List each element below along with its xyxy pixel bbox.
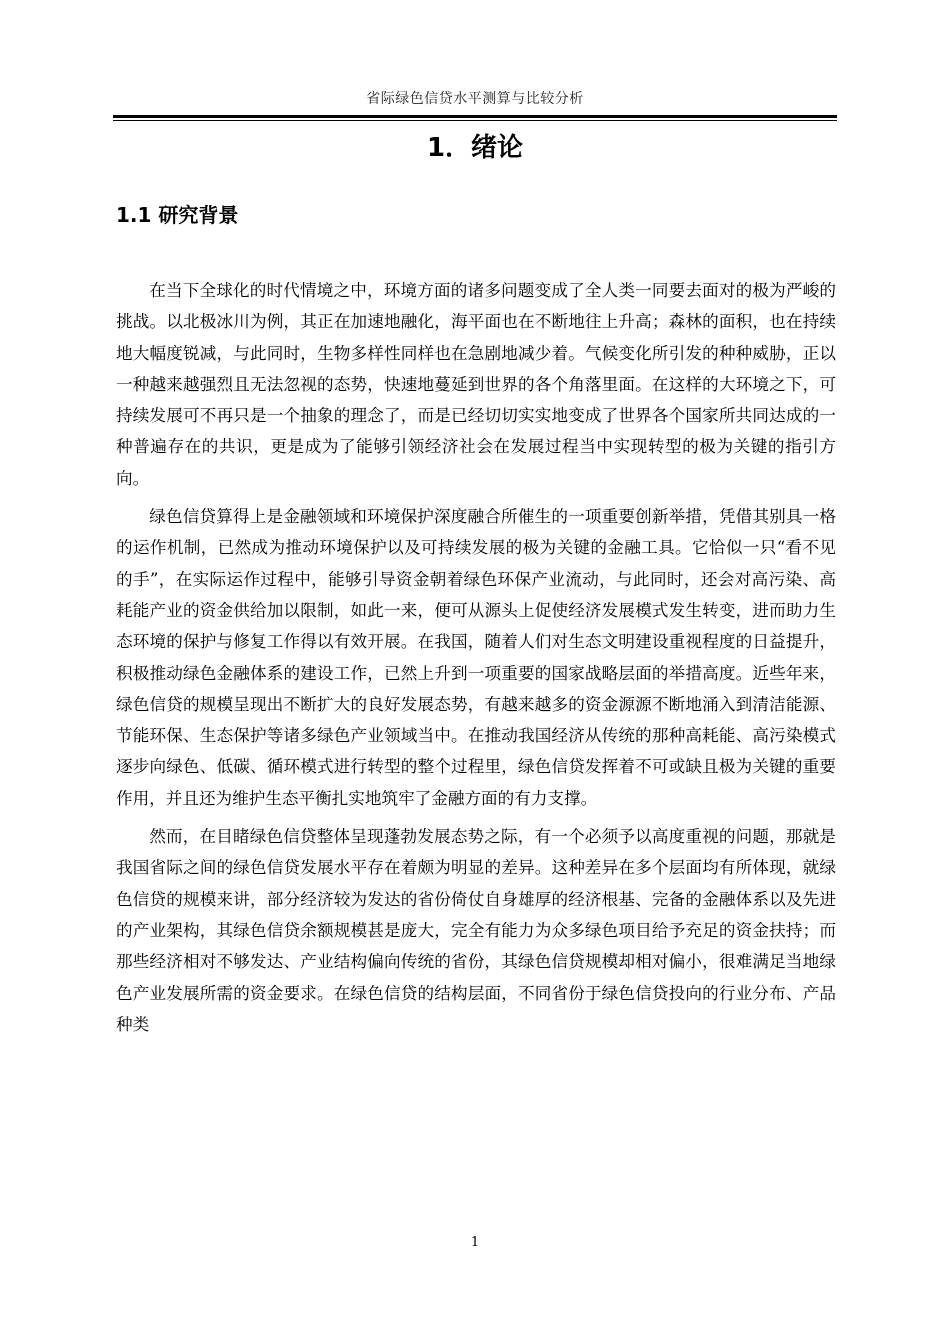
paragraph-1: 在当下全球化的时代情境之中，环境方面的诸多问题变成了全人类一同要去面对的极为严峻的挑战。以北极冰川为例，其正在加速地融化，海平面也在不断地往上升高；森林的面积，也在持续地大幅度锐减，与此同时，生物多样性同样也在急剧地减少着。气候变化所引发的种种威胁，正以一种越来越强烈且无法忽视的态势，快速地蔓延到世界的各个角落里面。在这样的大环境之下，可持续发展可不再只是一个抽象的理念了，而是已经切切实实地变成了世界各个国家所共同达成的一种普遍存在的共识，更是成为了能够引领经济社会在发展过程当中实现转型的极为关键的指引方向。 (116, 281, 836, 488)
header-rule-thick (113, 115, 837, 118)
header-rule-thin (113, 120, 837, 121)
body-text (116, 275, 836, 1047)
chapter-title: 1．绪论 (426, 133, 524, 163)
page-number: 1 (470, 1235, 480, 1250)
paragraph-2: 绿色信贷算得上是金融领域和环境保护深度融合所催生的一项重要创新举措，凭借其别具一格的运作机制，已然成为推动环境保护以及可持续发展的极为关键的金融工具。它恰似一只“看不见的手”，在实际运作过程中，能够引导资金朝着绿色环保产业流动，与此同时，还会对高污染、高耗能产业的资金供给加以限制，如此一来，便可从源头上促使经济发展模式发生转变，进而助力生态环境的保护与修复工作得以有效开展。在我国，随着人们对生态文明建设重视程度的日益提升，积极推动绿色金融体系的建设工作，已然上升到一项重要的国家战略层面的举措高度。近些年来，绿色信贷的规模呈现出不断扩大的良好发展态势，有越来越多的资金源源不断地涌入到清洁能源、节能环保、生态保护等诸多绿色产业领域当中。在推动我国经济从传统的那种高耗能、高污染模式逐步向绿色、低碳、循环模式进行转型的整个过程里，绿色信贷发挥着不可或缺且极为关键的重要作用，并且还为维护生态平衡扎实地筑牢了金融方面的有力支撑。 (116, 507, 836, 808)
paragraph-3: 然而，在目睹绿色信贷整体呈现蓬勃发展态势之际，有一个必须予以高度重视的问题，那就是我国省际之间的绿色信贷发展水平存在着颇为明显的差异。这种差异在多个层面均有所体现，就绿色信贷的规模来讲，部分经济较为发达的省份倚仗自身雄厚的经济根基、完备的金融体系以及先进的产业架构，其绿色信贷余额规模甚是庞大，完全有能力为众多绿色项目给予充足的资金扶持；而那些经济相对不够发达、产业结构偏向传统的省份，其绿色信贷规模却相对偏小，很难满足当地绿色产业发展所需的资金要求。在绿色信贷的结构层面，不同省份于绿色信贷投向的行业分布、产品种类 (116, 827, 836, 1034)
section-title: 1.1 研究背景 (116, 203, 239, 227)
running-header: 省际绿色信贷水平测算与比较分析 (366, 91, 584, 107)
